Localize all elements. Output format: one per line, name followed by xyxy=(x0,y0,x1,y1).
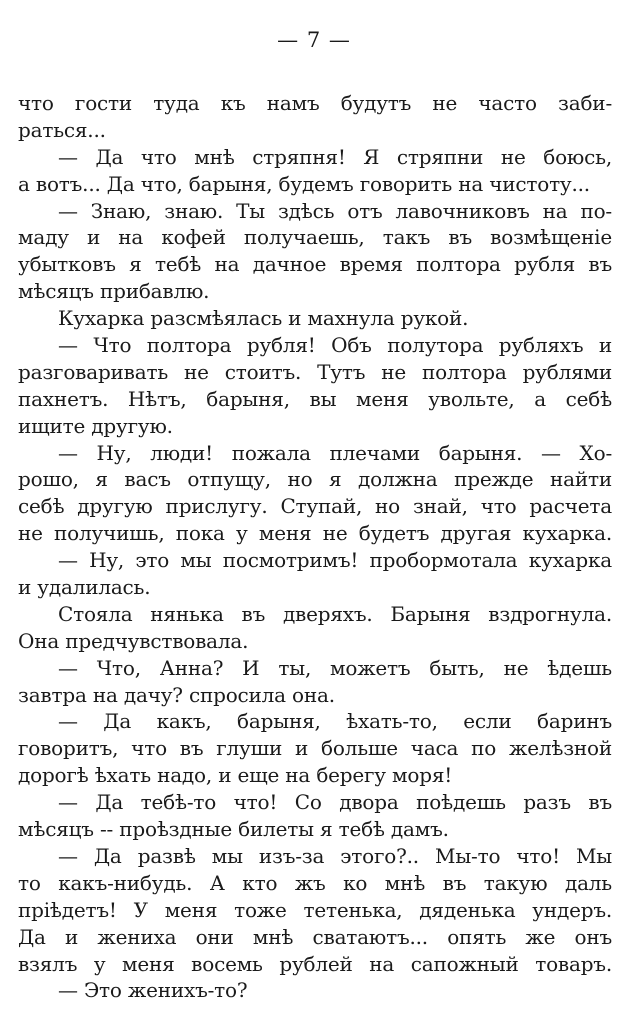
text-line: говоритъ, что въ глуши и больше часа по желѣзной xyxy=(18,736,612,761)
text-line: Да и жениха они мнѣ сватаютъ... опять же онъ xyxy=(18,924,612,949)
text-line: мѣсяцъ -- проѣздные билеты я тебѣ дамъ. xyxy=(18,817,449,842)
text-line: то какъ-нибудь. А кто жъ ко мнѣ въ такую даль xyxy=(18,870,612,895)
text-line: — Это женихъ-то? xyxy=(58,978,248,1003)
text-line: — Ну, люди! пожала плечами барыня. — Хо- xyxy=(58,440,612,465)
text-line: — Знаю, знаю. Ты здѣсь отъ лавочниковъ на по- xyxy=(58,198,612,223)
text-line: раться... xyxy=(18,117,106,142)
text-line: убытковъ я тебѣ на дачное время полтора рубля въ xyxy=(18,252,612,277)
text-line: мѣсяцъ прибавлю. xyxy=(18,279,210,304)
text-line: Кухарка разсмѣялась и махнула рукой. xyxy=(58,306,469,331)
text-line: что гости туда къ намъ будутъ не часто заби- xyxy=(18,91,612,115)
text-line: — Что полтора рубля! Объ полутора рубляхъ и xyxy=(58,333,612,358)
text-line: — Ну, это мы посмотримъ! пробормотала кухарка xyxy=(58,548,612,573)
text-line: разговаривать не стоитъ. Тутъ не полтора рублями xyxy=(18,359,612,384)
text-line: не получишь, пока у меня не будетъ другая кухарка. xyxy=(18,521,612,546)
text-line: завтра на дачу? спросила она. xyxy=(18,682,335,707)
text-line: — Да развѣ мы изъ-за этого?.. Мы-то что! Мы xyxy=(58,843,612,868)
text-line: — Да тебѣ-то что! Со двора поѣдешь разъ въ xyxy=(58,790,612,815)
page-number: — 7 — xyxy=(277,28,351,52)
text-line: — Да что мнѣ стряпня! Я стряпни не боюсь, xyxy=(58,144,612,169)
text-line: дорогѣ ѣхать надо, и еще на берегу моря! xyxy=(18,763,453,788)
text-line: Стояла нянька въ дверяхъ. Барыня вздрогнула. xyxy=(58,601,612,626)
text-line: себѣ другую прислугу. Ступай, но знай, что расчета xyxy=(18,494,612,519)
text-line: ищите другую. xyxy=(18,413,173,438)
text-line: маду и на кофей получаешь, такъ въ возмѣщеніе xyxy=(18,225,612,250)
text-line: — Да какъ, барыня, ѣхать-то, если баринъ xyxy=(58,709,612,734)
text-line: — Что, Анна? И ты, можетъ быть, не ѣдешь xyxy=(58,655,612,680)
text-line: пахнетъ. Нѣтъ, барыня, вы меня увольте, а себѣ xyxy=(18,386,612,411)
text-line: и удалилась. xyxy=(18,575,151,600)
page-text xyxy=(18,90,612,1004)
text-line: пріѣдетъ! У меня тоже тетенька, дяденька ундеръ. xyxy=(18,897,612,922)
text-line: взялъ у меня восемь рублей на сапожный товаръ. xyxy=(18,951,612,976)
text-line: Она предчувствовала. xyxy=(18,628,249,653)
text-line: а вотъ... Да что, барыня, будемъ говорить на чистоту... xyxy=(18,171,590,196)
text-line: рошо, я васъ отпущу, но я должна прежде найти xyxy=(18,467,612,492)
